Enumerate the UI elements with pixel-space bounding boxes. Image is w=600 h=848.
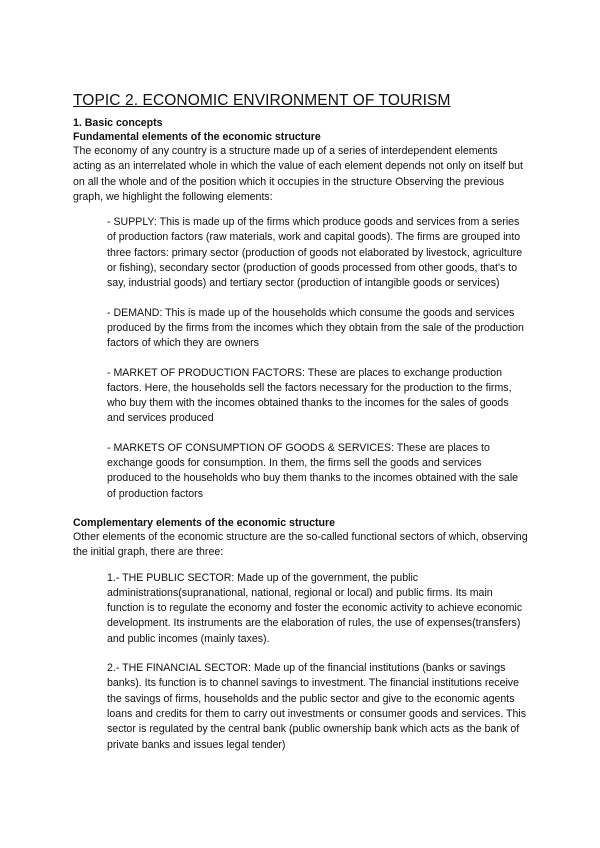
document-body [73, 116, 528, 767]
list-item-markets-consumption: - MARKETS OF CONSUMPTION OF GOODS & SERVICES: These are places to exchange goods for consumption. In them, the firms sell the goods and services produced to the households who buy them thanks to the incomes obtained with the sale of production factors [107, 441, 519, 500]
section2-intro-paragraph: Other elements of the economic structure are the so-called functional sectors of which, observing the initial graph, there are three: [73, 530, 528, 559]
section1-intro-paragraph: The economy of any country is a structure made up of a series of interdependent elements acting as an interrelated whole in which the value of each element depends not only on itself but on all the whole and of the position which it occupies in the structure Observing the previous graph, we highlight the following elements: [73, 145, 523, 203]
list-item-financial-sector: 2.- THE FINANCIAL SECTOR: Made up of the financial institutions (banks or savings banks). Its function is to channel savings to investment. The financial institutions receive the savings of firms, households and the public sector and give to the economic agents loans and credits for them to carry out investments or consumer goods and services. This sector is regulated by the central bank (public ownership bank which acts as the bank of private banks and issues legal tender) [107, 662, 527, 751]
list-item-supply: - SUPPLY: This is made up of the firms which produce goods and services from a series of production factors (raw materials, work and capital goods). The firms are grouped into three factors: primary sector (production of goods not elaborated by livestock, agriculture or fishing), secondary sector (production of goods processed from other goods, that's to say, industrial goods) and tertiary sector (production of intangible goods or services) [107, 216, 523, 290]
page-title: TOPIC 2. ECONOMIC ENVIRONMENT OF TOURISM [73, 92, 451, 109]
subsection-heading-complementary: Complementary elements of the economic structure [73, 516, 335, 529]
subsection-heading-fundamental: Fundamental elements of the economic structure [73, 131, 321, 143]
list-item-demand: - DEMAND: This is made up of the households which consume the goods and services produced by the firms from the incomes which they obtain from the sale of the production factors of which they are owners [107, 306, 524, 350]
list-item-market-production-factors: - MARKET OF PRODUCTION FACTORS: These are places to exchange production factors. Here, the households sell the factors necessary for the production to the firms, who buy them with the incomes obtained thanks to the incomes for the sales of goods and services produced [107, 366, 512, 425]
section-heading: 1. Basic concepts [73, 117, 163, 129]
list-item-public-sector: 1.- THE PUBLIC SECTOR: Made up of the government, the public administrations(supranational, national, regional or local) and public firms. Its main function is to regulate the economy and foster the economic activity to achieve economic development. Its instruments are the elaboration of rules, the use of expenses(transfers) and public incomes (mainly taxes). [107, 571, 523, 645]
